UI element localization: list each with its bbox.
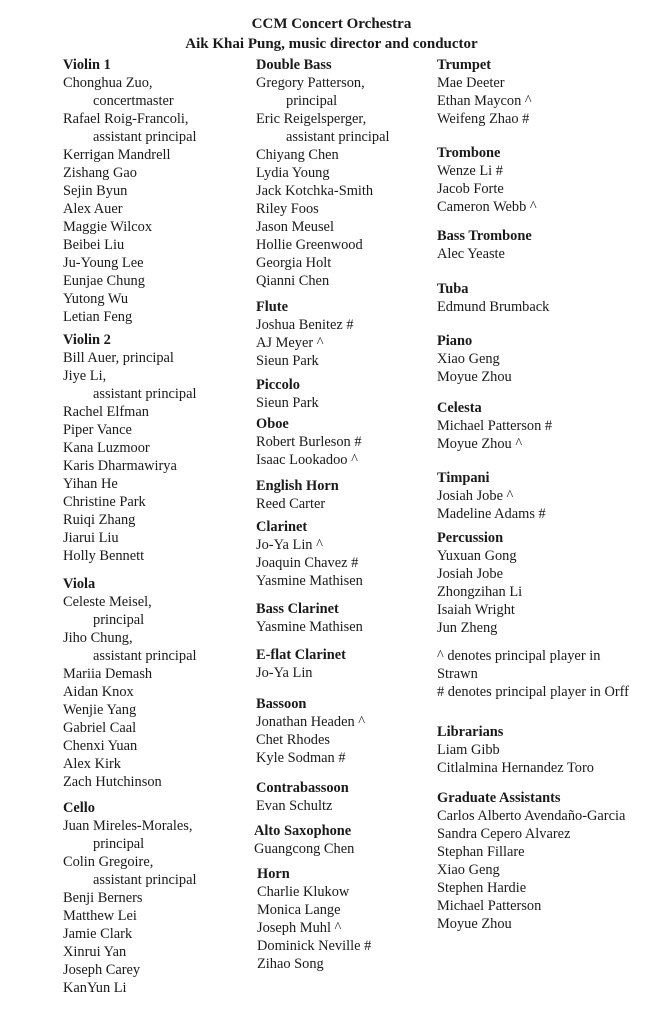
member: Rafael Roig-Francoli, [63, 111, 189, 127]
column-brass-percussion [437, 56, 657, 933]
member: Robert Burleson # [256, 434, 362, 450]
section-heading: English Horn [256, 478, 339, 494]
member: Josiah Jobe ^ [437, 488, 514, 504]
member: Joseph Carey [63, 962, 141, 978]
member: Ethan Maycon ^ [437, 93, 532, 109]
section-contrabassoon [256, 779, 431, 815]
member: Moyue Zhou [437, 916, 512, 932]
section-heading: Viola [63, 576, 96, 592]
member: Jiye Li, [63, 368, 107, 384]
section-heading: Bass Clarinet [256, 601, 339, 617]
member: Zhongzihan Li [437, 584, 523, 600]
member: Rachel Elfman [63, 404, 149, 420]
section-heading: Librarians [437, 724, 504, 740]
member: Stephan Fillare [437, 844, 525, 860]
member: Joshua Benitez # [256, 317, 354, 333]
section-heading: Cello [63, 800, 95, 816]
section-heading: Clarinet [256, 519, 308, 535]
member: Moyue Zhou [437, 369, 512, 385]
member: Xinrui Yan [63, 944, 127, 960]
member: Liam Gibb [437, 742, 500, 758]
caret-legend: ^ denotes principal player in Strawn [437, 648, 601, 682]
section-horn [257, 865, 431, 973]
section-flute [256, 298, 431, 370]
member: Wenze Li # [437, 163, 503, 179]
member: Yutong Wu [63, 291, 129, 307]
member: Juan Mireles-Morales, [63, 818, 193, 834]
section-heading: Double Bass [256, 57, 332, 73]
section-celesta [437, 399, 657, 453]
member: Maggie Wilcox [63, 219, 153, 235]
section-heading: Tuba [437, 281, 469, 297]
member: Holly Bennett [63, 548, 145, 564]
member: Dominick Neville # [257, 938, 372, 954]
member: Reed Carter [256, 496, 326, 512]
section-heading: Horn [257, 866, 290, 882]
member: Isaiah Wright [437, 602, 515, 618]
member: Isaac Lookadoo ^ [256, 452, 358, 468]
section-timpani [437, 469, 657, 523]
member: Yasmine Mathisen [256, 619, 363, 635]
section-heading: Bassoon [256, 696, 307, 712]
member: Yasmine Mathisen [256, 573, 363, 589]
section-trombone [437, 144, 657, 216]
section-violin1 [63, 56, 248, 326]
section-heading: Piccolo [256, 377, 300, 393]
section-heading: Trumpet [437, 57, 492, 73]
section-heading: Violin 1 [63, 57, 111, 73]
member: Monica Lange [257, 902, 341, 918]
member: Alex Kirk [63, 756, 121, 772]
member: Georgia Holt [256, 255, 332, 271]
member: Jun Zheng [437, 620, 498, 636]
section-heading: Celesta [437, 400, 482, 416]
member: Xiao Geng [437, 351, 500, 367]
member: Madeline Adams # [437, 506, 546, 522]
member-role: principal [286, 93, 338, 109]
member: Jack Kotchka-Smith [256, 183, 374, 199]
column-strings [63, 56, 248, 997]
section-trumpet [437, 56, 657, 128]
member: Aidan Knox [63, 684, 134, 700]
member: Yuxuan Gong [437, 548, 517, 564]
section-heading: Percussion [437, 530, 504, 546]
orchestra-title: CCM Concert Orchestra [251, 16, 412, 32]
section-cello [63, 799, 248, 997]
column-bass-winds [256, 56, 431, 973]
section-heading: Trombone [437, 145, 501, 161]
section-piccolo [256, 376, 431, 412]
section-bass-trombone [437, 227, 657, 263]
member: Sieun Park [256, 353, 319, 369]
section-percussion [437, 529, 657, 637]
member-role: assistant principal [93, 129, 197, 145]
member: Citlalmina Hernandez Toro [437, 760, 594, 776]
member: Jason Meusel [256, 219, 334, 235]
member: Chonghua Zuo, [63, 75, 153, 91]
program-header [0, 14, 663, 54]
member: Ruiqi Zhang [63, 512, 136, 528]
section-heading: Oboe [256, 416, 289, 432]
member: Sejin Byun [63, 183, 128, 199]
member: Gregory Patterson, [256, 75, 365, 91]
member: Evan Schultz [256, 798, 333, 814]
section-graduate-assistants [437, 789, 657, 933]
member-role: principal [93, 612, 145, 628]
member-role: assistant principal [93, 648, 197, 664]
legend-notes [437, 647, 642, 701]
member: Jiarui Liu [63, 530, 119, 546]
member: Alec Yeaste [437, 246, 505, 262]
member: Weifeng Zhao # [437, 111, 530, 127]
member: Chiyang Chen [256, 147, 339, 163]
member: Sieun Park [256, 395, 319, 411]
section-bass-clarinet [256, 600, 431, 636]
member: Edmund Brumback [437, 299, 550, 315]
member: Lydia Young [256, 165, 330, 181]
section-heading: Violin 2 [63, 332, 111, 348]
member: Eric Reigelsperger, [256, 111, 367, 127]
member: Ju-Young Lee [63, 255, 144, 271]
member: Jo-Ya Lin ^ [256, 537, 323, 553]
member: Mae Deeter [437, 75, 505, 91]
member: Carlos Alberto Avendaño-Garcia [437, 808, 626, 824]
section-heading: Flute [256, 299, 288, 315]
member: Celeste Meisel, [63, 594, 152, 610]
member: Moyue Zhou ^ [437, 436, 523, 452]
member: Matthew Lei [63, 908, 137, 924]
section-eflat-clarinet [256, 646, 431, 682]
section-english-horn [256, 477, 431, 513]
member: Christine Park [63, 494, 146, 510]
section-heading: Graduate Assistants [437, 790, 561, 806]
section-heading: Contrabassoon [256, 780, 349, 796]
member: Beibei Liu [63, 237, 125, 253]
section-alto-saxophone [254, 822, 431, 858]
section-oboe [256, 415, 431, 469]
member: Mariia Demash [63, 666, 153, 682]
member: Benji Berners [63, 890, 143, 906]
section-heading: Bass Trombone [437, 228, 532, 244]
section-tuba [437, 280, 657, 316]
member: AJ Meyer ^ [256, 335, 324, 351]
member: Hollie Greenwood [256, 237, 363, 253]
section-double-bass [256, 56, 431, 290]
member: Riley Foos [256, 201, 319, 217]
member: KanYun Li [63, 980, 127, 996]
member: Jo-Ya Lin [256, 665, 313, 681]
member: Jacob Forte [437, 181, 504, 197]
section-piano [437, 332, 657, 386]
member: Zach Hutchinson [63, 774, 162, 790]
member-role: concertmaster [93, 93, 174, 109]
member-role: assistant principal [93, 872, 197, 888]
member: Joseph Muhl ^ [257, 920, 342, 936]
section-heading: Piano [437, 333, 473, 349]
member: Stephen Hardie [437, 880, 527, 896]
member: Qianni Chen [256, 273, 330, 289]
member: Michael Patterson [437, 898, 542, 914]
member-role: principal [93, 836, 145, 852]
member: Guangcong Chen [254, 841, 355, 857]
member: Chet Rhodes [256, 732, 330, 748]
member: Josiah Jobe [437, 566, 503, 582]
member: Sandra Cepero Alvarez [437, 826, 571, 842]
member: Jiho Chung, [63, 630, 133, 646]
member: Jamie Clark [63, 926, 133, 942]
member: Eunjae Chung [63, 273, 145, 289]
hash-legend: # denotes principal player in Orff [437, 684, 629, 700]
member: Kyle Sodman # [256, 750, 346, 766]
member: Colin Gregoire, [63, 854, 154, 870]
conductor-line: Aik Khai Pung, music director and conductor [185, 36, 478, 52]
member: Letian Feng [63, 309, 133, 325]
member: Yihan He [63, 476, 118, 492]
section-violin2 [63, 331, 248, 565]
section-viola [63, 575, 248, 791]
member: Kerrigan Mandrell [63, 147, 171, 163]
member: Chenxi Yuan [63, 738, 138, 754]
section-heading: Alto Saxophone [254, 823, 352, 839]
section-librarians [437, 723, 657, 777]
member: Joaquin Chavez # [256, 555, 359, 571]
member-role: assistant principal [286, 129, 390, 145]
member: Charlie Klukow [257, 884, 350, 900]
member: Piper Vance [63, 422, 132, 438]
member: Bill Auer, principal [63, 350, 174, 366]
member: Cameron Webb ^ [437, 199, 537, 215]
member: Alex Auer [63, 201, 123, 217]
member: Xiao Geng [437, 862, 500, 878]
member: Michael Patterson # [437, 418, 553, 434]
member: Wenjie Yang [63, 702, 137, 718]
section-clarinet [256, 518, 431, 590]
section-bassoon [256, 695, 431, 767]
member: Kana Luzmoor [63, 440, 150, 456]
member: Karis Dharmawirya [63, 458, 177, 474]
member: Zihao Song [257, 956, 324, 972]
member: Gabriel Caal [63, 720, 137, 736]
section-heading: Timpani [437, 470, 490, 486]
member: Jonathan Headen ^ [256, 714, 366, 730]
member: Zishang Gao [63, 165, 137, 181]
member-role: assistant principal [93, 386, 197, 402]
section-heading: E-flat Clarinet [256, 647, 346, 663]
